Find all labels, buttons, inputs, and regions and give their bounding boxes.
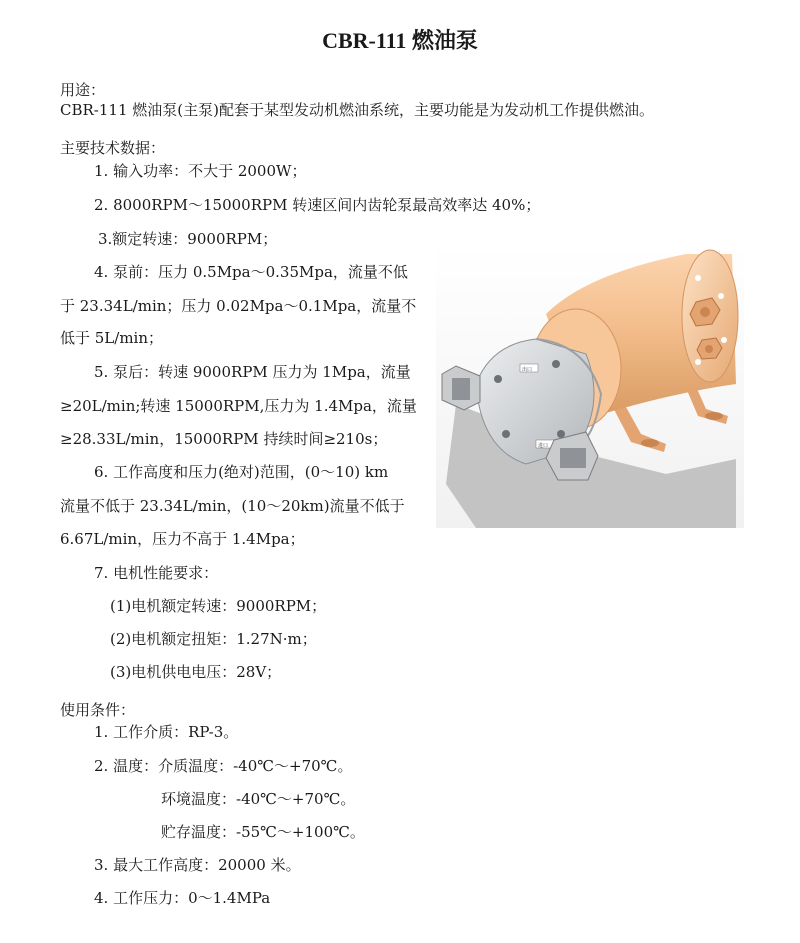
condition-line: 3. 最大工作高度：20000 米。 xyxy=(94,856,301,874)
spec-subline: (1)电机额定转速：9000RPM； xyxy=(110,597,327,615)
spec-line: 7. 电机性能要求： xyxy=(94,564,219,582)
condition-line: 4. 工作压力：0～1.4MPa xyxy=(94,889,271,907)
specs-heading: 主要技术数据： xyxy=(60,139,166,157)
spec-line: 于 23.34L/min；压力 0.02Mpa～0.1Mpa，流量不 xyxy=(60,297,417,315)
condition-line: 1. 工作介质：RP-3。 xyxy=(94,723,239,741)
inlet-label: 进口 xyxy=(538,443,549,449)
spec-line: 低于 5L/min； xyxy=(60,329,164,347)
condition-subline: 贮存温度：-55℃～+100℃。 xyxy=(161,823,365,841)
usage-text: CBR-111 燃油泵(主泵)配套于某型发动机燃油系统，主要功能是为发动机工作提供燃油。 xyxy=(60,101,654,119)
condition-subline: 环境温度：-40℃～+70℃。 xyxy=(161,790,356,808)
spec-subline: (3)电机供电电压：28V； xyxy=(110,663,282,681)
spec-line: 5. 泵后：转速 9000RPM 压力为 1Mpa，流量 xyxy=(94,363,411,381)
usage-heading: 用途： xyxy=(60,81,106,99)
spec-line: 4. 泵前：压力 0.5Mpa～0.35Mpa，流量不低 xyxy=(94,263,408,281)
condition-line: 2. 温度：介质温度：-40℃～+70℃。 xyxy=(94,757,353,775)
page-title: CBR-111 燃油泵 xyxy=(322,28,478,53)
spec-line: 2. 8000RPM～15000RPM 转速区间内齿轮泵最高效率达 40%； xyxy=(94,196,541,214)
spec-line: ≥20L/min;转速 15000RPM,压力为 1.4Mpa，流量 xyxy=(60,397,417,415)
spec-line: 6. 工作高度和压力(绝对)范围，(0～10) km xyxy=(94,463,389,481)
spec-line: 3.额定转速：9000RPM； xyxy=(98,230,278,248)
spec-line: 流量不低于 23.34L/min，(10～20km)流量不低于 xyxy=(60,497,405,515)
spec-line: 1. 输入功率：不大于 2000W； xyxy=(94,162,307,180)
fuel-pump-image xyxy=(436,244,744,528)
conditions-heading: 使用条件： xyxy=(60,701,136,719)
spec-line: ≥28.33L/min，15000RPM 持续时间≥210s； xyxy=(60,430,388,448)
outlet-label: 出口 xyxy=(522,367,533,373)
spec-subline: (2)电机额定扭矩：1.27N·m； xyxy=(110,630,317,648)
spec-line: 6.67L/min，压力不高于 1.4Mpa； xyxy=(60,530,305,548)
